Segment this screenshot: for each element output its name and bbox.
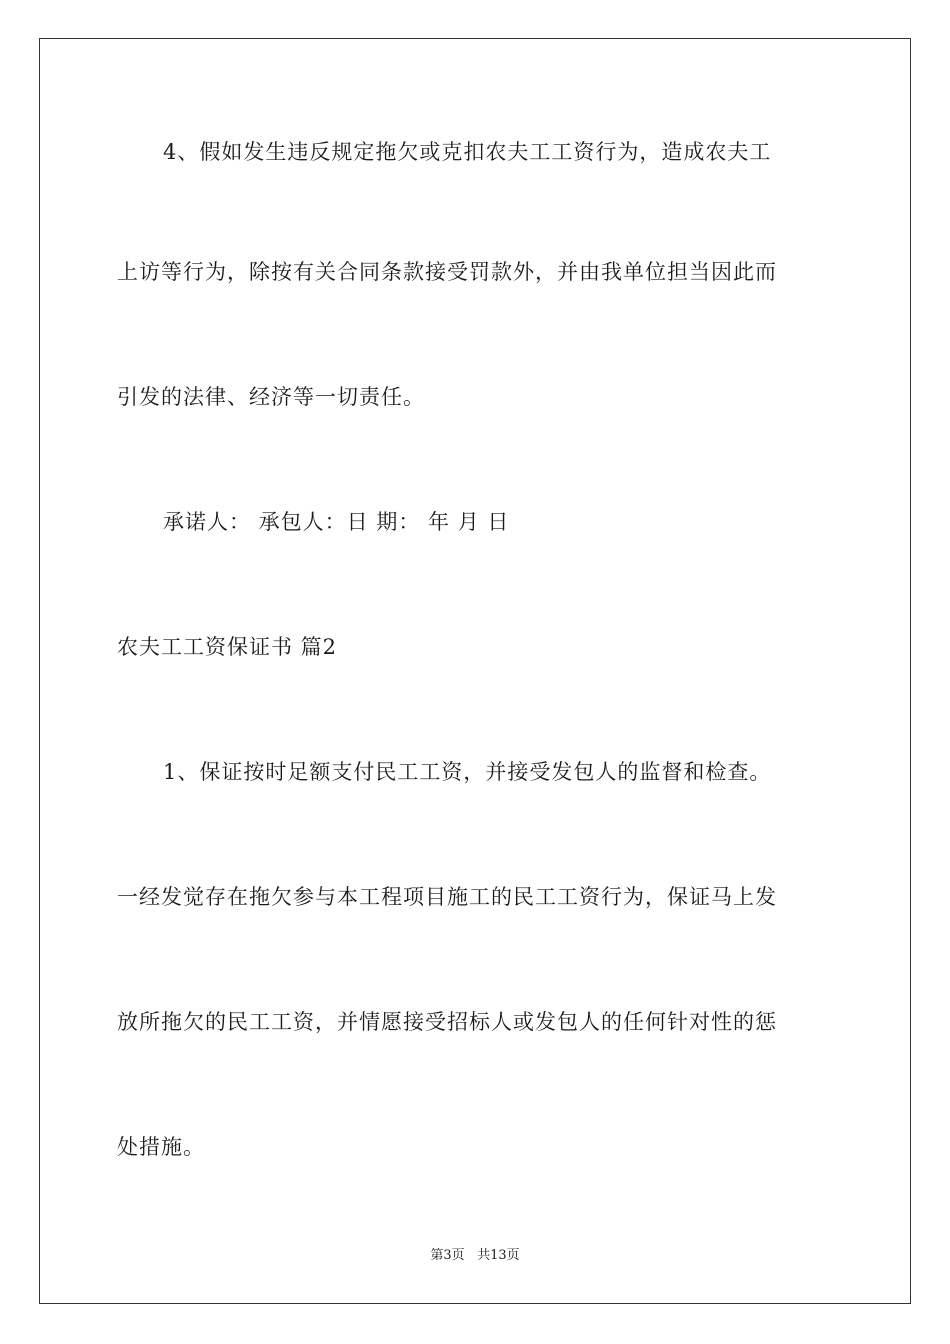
paragraph-line: 处措施。 — [117, 1135, 205, 1159]
page-footer — [0, 1247, 950, 1265]
paragraph-line: 放所拖欠的民工工资，并情愿接受招标人或发包人的任何针对性的惩 — [117, 1010, 777, 1034]
page-border — [39, 38, 911, 1304]
paragraph-line: 1、保证按时足额支付民工工资，并接受发包人的监督和检查。 — [163, 760, 772, 784]
signature-line: 承诺人： 承包人：日 期： 年 月 日 — [163, 510, 510, 534]
page-total: 共13页 — [477, 1248, 520, 1263]
section-heading: 农夫工工资保证书 篇2 — [117, 635, 338, 659]
paragraph-line: 引发的法律、经济等一切责任。 — [117, 385, 425, 409]
paragraph-line: 上访等行为，除按有关合同条款接受罚款外，并由我单位担当因此而 — [117, 260, 777, 284]
paragraph-line: 一经发觉存在拖欠参与本工程项目施工的民工工资行为，保证马上发 — [117, 885, 777, 909]
page-number: 第3页 — [430, 1248, 465, 1263]
paragraph-line: 4、假如发生违反规定拖欠或克扣农夫工工资行为，造成农夫工 — [163, 140, 772, 164]
